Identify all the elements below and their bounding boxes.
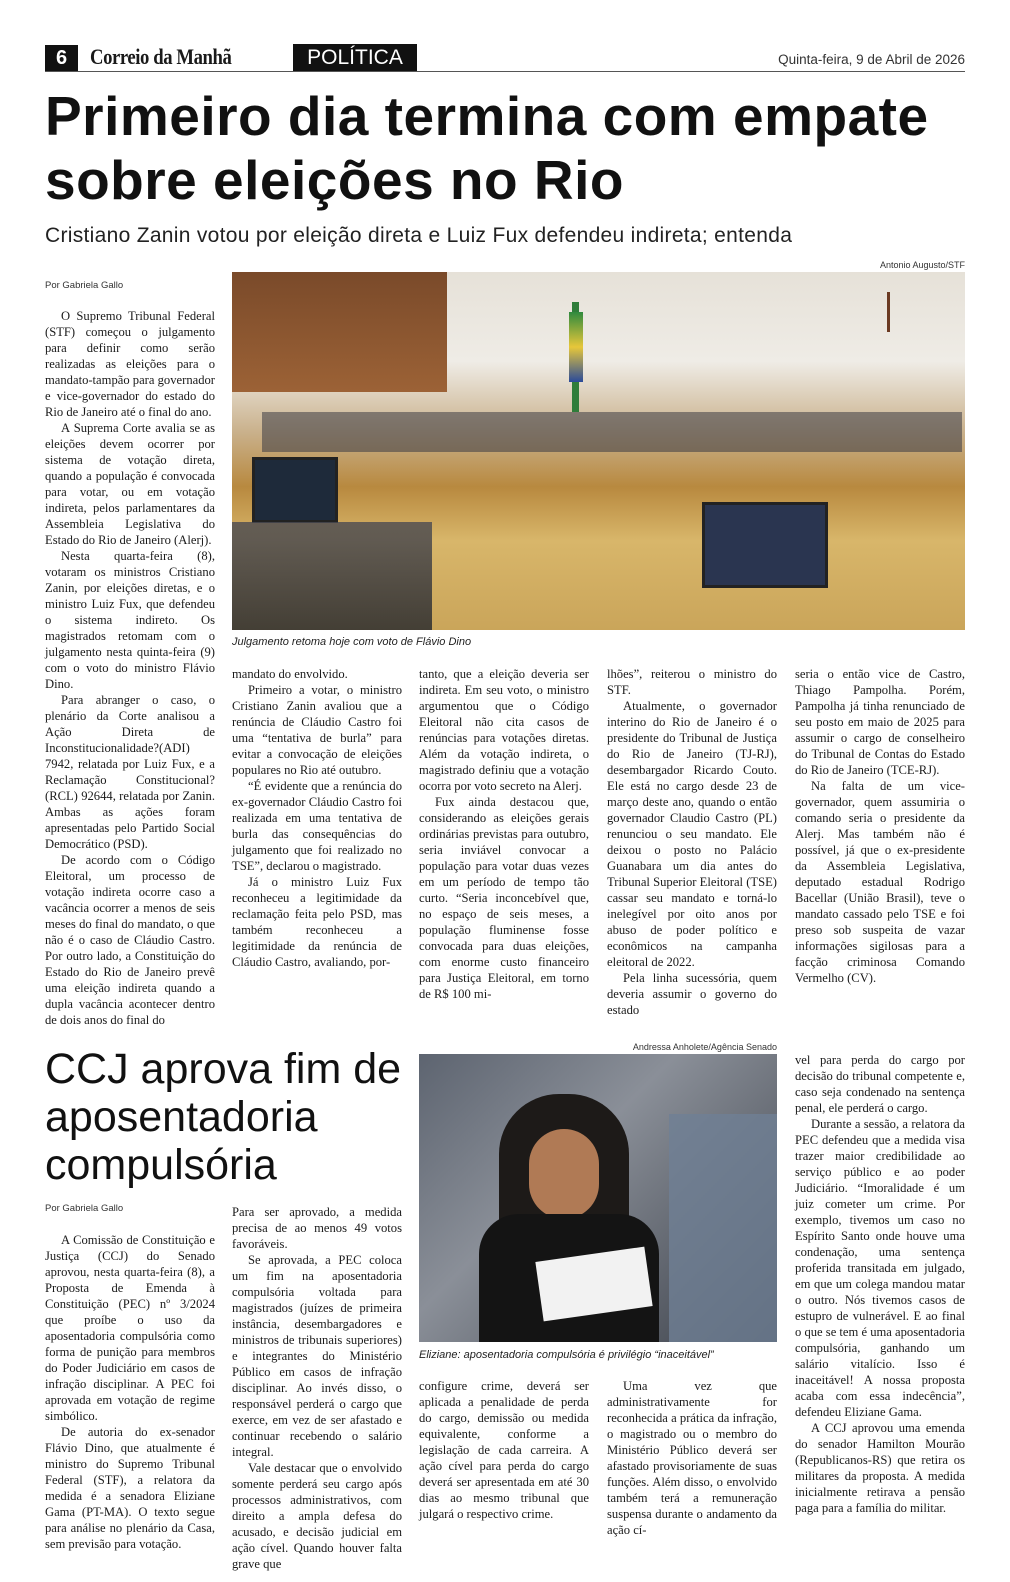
article2-column-1 bbox=[45, 1232, 215, 1552]
masthead-logo: Correio da Manhã bbox=[90, 44, 232, 69]
header-divider bbox=[45, 71, 965, 72]
paragraph: Já o ministro Luiz Fux reconheceu a legitimidade da reclamação feita pelo PSD, mas também reconheceu a legitimidade da renúncia de Cláudio Castro, avaliando, por- bbox=[232, 875, 402, 969]
article2-photo-caption: Eliziane: aposentadoria compulsória é privilégio “inaceitável” bbox=[419, 1349, 714, 1361]
article1-photo-stf-plenary bbox=[232, 272, 965, 630]
article1-photo-caption: Julgamento retoma hoje com voto de Flávio Dino bbox=[232, 636, 472, 648]
article1-column-4 bbox=[607, 666, 777, 1018]
paragraph: Nesta quarta-feira (8), votaram os ministros Cristiano Zanin, por eleições diretas, e o ministro Luiz Fux, que defendeu o sistema indireto. Os magistrados retomam com o julgamento nesta quinta-feira (9) com o voto do ministro Flávio Dino. bbox=[45, 549, 215, 691]
article2-headline: CCJ aprova fim de aposentadoria compulsória bbox=[45, 1045, 402, 1190]
paragraph: A Suprema Corte avalia se as eleições devem ocorrer por sistema de votação direta, quando a população é convocada para votar, ou em votação indireta, pelos parlamentares da Assembleia Legislativa do Estado do Rio de Janeiro (Alerj). bbox=[45, 421, 215, 547]
paragraph: Durante a sessão, a relatora da PEC defendeu que a medida visa trazer maior credibilidade ao serviço público e ao poder Judiciário. “Imoralidade é um juiz cometer um crime. Por exemplo, tivemos um caso no Espírito Santo onde houve uma condenação, uma sentença proferida transitada em julgado, em que um colega mandou matar o outro. Nós tivemos casos de estupro de vulnerável. E ao final o que se tem é uma aposentadoria compulsória, ganhando um salário vitalício. Isso é inaceitável! A nossa proposta acaba com essa indecência”, defendeu Eliziane Gama. bbox=[795, 1117, 965, 1419]
article1-column-1 bbox=[45, 308, 215, 1028]
article2-byline: Por Gabriela Gallo bbox=[45, 1203, 124, 1214]
paragraph: mandato do envolvido. bbox=[232, 667, 348, 681]
article1-column-3 bbox=[419, 666, 589, 1002]
paragraph: O Supremo Tribunal Federal (STF) começou o julgamento para definir como serão realizadas as eleições para o mandato-tampão para governador e vice-governador do estado do Rio de Janeiro até o final do ano. bbox=[45, 309, 215, 419]
paragraph: Atualmente, o governador interino do Rio de Janeiro é o presidente do Tribunal de Justiça do Rio de Janeiro (TJ-RJ), desembargador Ricardo Couto. Ele está no cargo desde 23 de março deste ano, quando o então governador Claudio Castro (PL) renunciou o seu mandato. Ele deixou o posto no Palácio Guanabara um dia antes do Tribunal Superior Eleitoral (TSE) cassar seu mandato e torná-lo inelegível por oito anos por abuso de poder político e econômicos na campanha eleitoral de 2022. bbox=[607, 699, 777, 969]
article2-column-2 bbox=[232, 1204, 402, 1572]
paragraph: De acordo com o Código Eleitoral, um processo de votação indireta ocorre caso a vacância ocorrer a menos de seis meses do final do mandato, o que não é o caso de Cláudio Castro. Por outro lado, a Constituição do Estado do Rio de Janeiro prevê uma eleição indireta quando a dupla vacância acontecer dentro de dois anos do final do bbox=[45, 853, 215, 1027]
article1-subtitle: Cristiano Zanin votou por eleição direta e Luiz Fux defendeu indireta; entenda bbox=[45, 224, 793, 247]
paragraph: Para abranger o caso, o plenário da Corte analisou a Ação Direta de Inconstitucionalidade?(ADI) 7942, relatada por Luiz Fux, e a Reclamação Constitucional?(RCL) 92644, relatada por Zanin. Ambas as ações foram apresentadas pelo Partido Social Democrático (PSD). bbox=[45, 693, 215, 851]
paragraph: lhões”, reiterou o ministro do STF. bbox=[607, 667, 777, 697]
paragraph: De autoria do ex-senador Flávio Dino, que atualmente é ministro do Supremo Tribunal Federal (STF), a relatora da medida é a senadora Eliziane Gama (PT-MA). O texto segue para análise no plenário da Casa, sem previsão para votação. bbox=[45, 1425, 215, 1551]
article1-headline: Primeiro dia termina com empate sobre eleições no Rio bbox=[45, 85, 929, 212]
paragraph: Vale destacar que o envolvido somente perderá seu cargo após processos administrativos, com direito a ampla defesa do acusado, e decisão judicial em ação cível. Quando houver falta grave que bbox=[232, 1461, 402, 1571]
paragraph: configure crime, deverá ser aplicada a penalidade de perda do cargo, demissão ou medida equivalente, conforme a legislação de cada carreira. A ação cível para perda do cargo deverá ser apresentada em até 30 dias ao mesmo tribunal que julgará o respectivo crime. bbox=[419, 1379, 589, 1521]
paragraph: seria o então vice de Castro, Thiago Pampolha. Porém, Pampolha já tinha renunciado de seu posto em maio de 2025 para assumir o cargo de conselheiro do Tribunal de Contas do Estado do Rio de Janeiro (TCE-RJ). bbox=[795, 667, 965, 777]
article2-photo-credit: Andressa Anholete/Agência Senado bbox=[632, 1042, 777, 1052]
paragraph: Pela linha sucessória, quem deveria assumir o governo do estado bbox=[607, 971, 777, 1017]
paragraph: A CCJ aprovou uma emenda do senador Hamilton Mourão (Republicanos-RS) que retira os militares da proposta. A medida inicialmente retirava a pensão paga para a família do militar. bbox=[795, 1421, 965, 1515]
paragraph: Na falta de um vice-governador, quem assumiria o comando seria o presidente da Alerj. Mas também não é possível, já que o ex-presidente da Assembleia Legislativa, deputado estadual Rodrigo Bacellar (União Brasil), teve o mandato cassado pelo TSE e foi preso sob suspeita de vazar informações sigilosas para a facção criminosa Comando Vermelho (CV). bbox=[795, 779, 965, 985]
article1-byline: Por Gabriela Gallo bbox=[45, 280, 124, 291]
article1-photo-credit: Antonio Augusto/STF bbox=[879, 260, 965, 270]
paragraph: Uma vez que administrativamente for reconhecida a prática da infração, o magistrado ou o membro do Ministério Público deverá ser afastado provisoriamente de suas funções. Além disso, o envolvido também terá a remuneração suspensa durante o andamento da ação cí- bbox=[607, 1379, 777, 1537]
paragraph: Primeiro a votar, o ministro Cristiano Zanin avaliou que a renúncia de Cláudio Castro foi uma “tentativa de burla” para evitar a convocação de eleições populares no Rio até outubro. bbox=[232, 683, 402, 777]
paragraph: A Comissão de Constituição e Justiça (CCJ) do Senado aprovou, nesta quarta-feira (8), a Proposta de Emenda à Constituição (PEC) nº 3/2024 que proíbe o uso da aposentadoria compulsória como forma de punição para membros do Poder Judiciário em casos de infração disciplinar. A PEC foi aprovada em votação de regime simbólico. bbox=[45, 1233, 215, 1423]
article2-column-5 bbox=[795, 1052, 965, 1516]
paragraph: Fux ainda destacou que, considerando as eleições gerais ordinárias previstas para outubro, seria inviável convocar a população para votar duas vezes em um período de tempo tão curto. “Seria inconcebível que, no espaço de seis meses, a população fluminense fosse convocada para duas eleições, com enorme custo financeiro para Justiça Eleitoral, em torno de R$ 100 mi- bbox=[419, 795, 589, 1001]
article1-column-5 bbox=[795, 666, 965, 986]
issue-date: Quinta-feira, 9 de Abril de 2026 bbox=[778, 52, 965, 67]
paragraph: “É evidente que a renúncia do ex-governador Cláudio Castro foi realizada em uma tentativa de burla das consequências do julgamento que foi realizado no TSE”, declarou o magistrado. bbox=[232, 779, 402, 873]
article2-photo-eliziane-gama bbox=[419, 1054, 777, 1342]
article1-column-2 bbox=[232, 666, 402, 970]
article2-column-3 bbox=[419, 1378, 589, 1522]
article2-column-4 bbox=[607, 1378, 777, 1538]
paragraph: tanto, que a eleição deveria ser indireta. Em seu voto, o ministro argumentou que o Código Eleitoral não cita casos de renúncias para votações diretas. Além da votação indireta, o magistrado definiu que a votação ocorra por voto secreto na Alerj. bbox=[419, 667, 589, 793]
page-number: 6 bbox=[45, 45, 78, 71]
paragraph: Se aprovada, a PEC coloca um fim na aposentadoria compulsória voltada para magistrados (juízes de primeira instância, desembargadores e ministros de tribunais superiores) e integrantes do Ministério Público em casos de infração disciplinar. Ao invés disso, o responsável perderá o cargo que exerce, em vez de ser afastado e continuar recebendo o salário integral. bbox=[232, 1253, 402, 1459]
section-label: POLÍTICA bbox=[293, 44, 417, 71]
paragraph: vel para perda do cargo por decisão do tribunal competente e, caso seja condenado na sentença penal, ele perderá o cargo. bbox=[795, 1053, 965, 1115]
paragraph: Para ser aprovado, a medida precisa de ao menos 49 votos favoráveis. bbox=[232, 1205, 402, 1251]
